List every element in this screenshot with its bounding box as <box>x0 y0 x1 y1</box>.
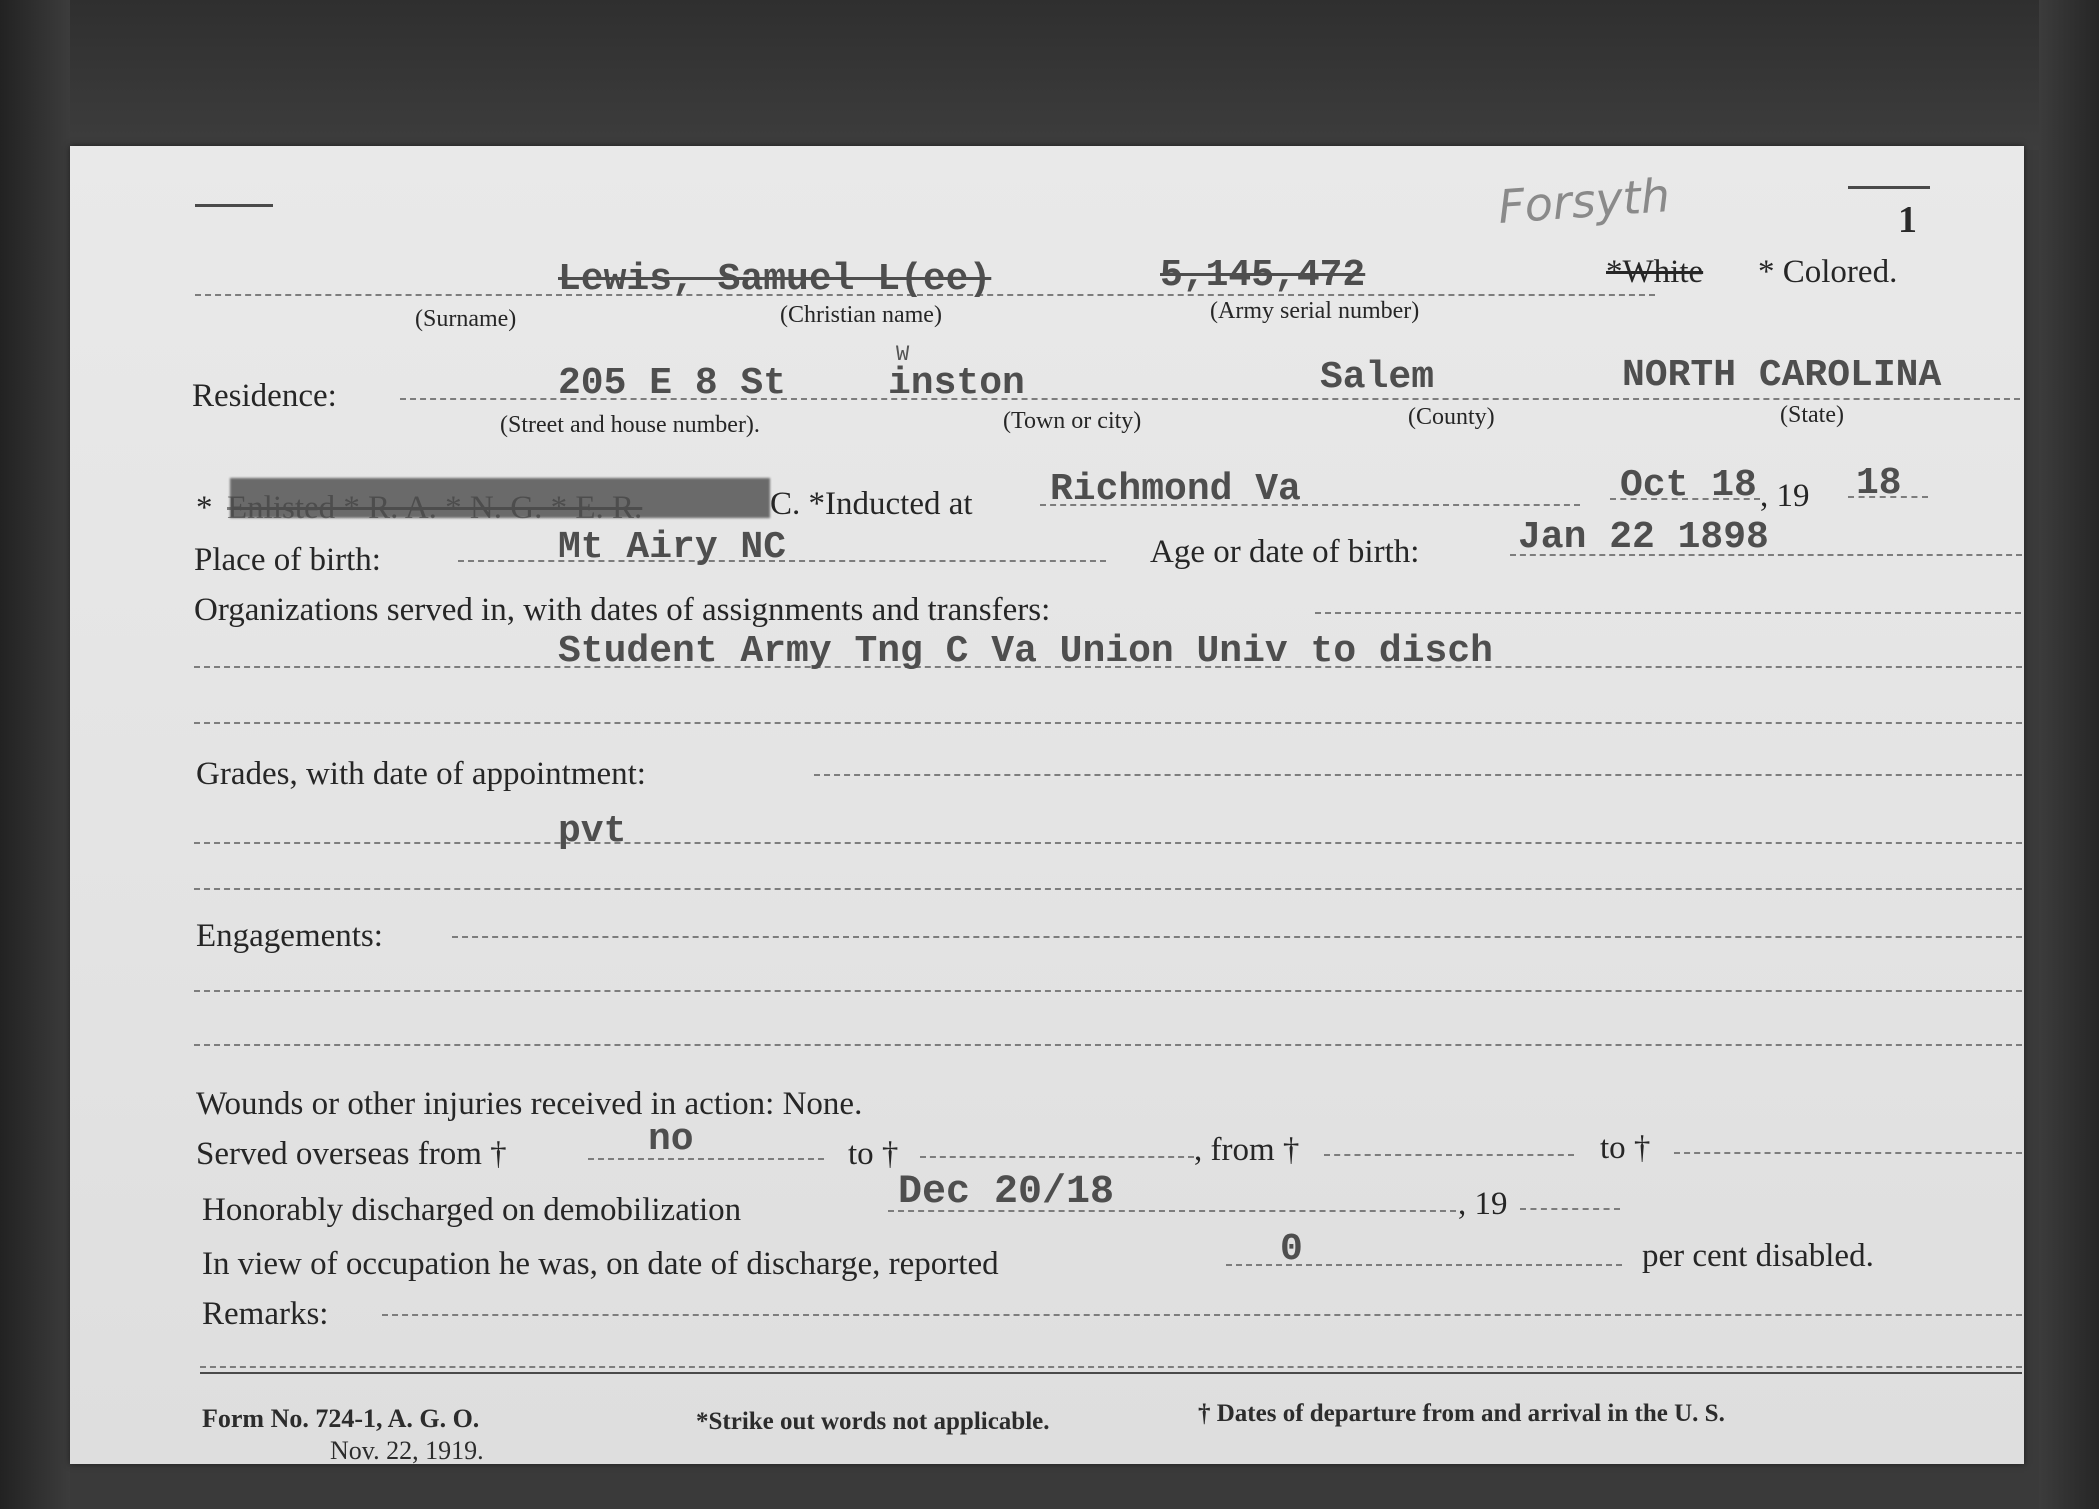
grades-line-3 <box>194 888 2022 890</box>
top-right-rule <box>1848 186 1930 189</box>
top-left-rule <box>195 204 273 207</box>
disability-suffix: per cent disabled. <box>1642 1238 1874 1274</box>
induction-place: Richmond Va <box>1050 468 1301 511</box>
residence-street: 205 E 8 St <box>558 362 787 405</box>
residence-town: inston <box>888 362 1025 405</box>
date-of-birth-value: Jan 22 1898 <box>1518 516 1769 559</box>
engagements-line-1 <box>452 936 2022 938</box>
remarks-label: Remarks: <box>202 1296 329 1332</box>
overseas-to-label-1: to † <box>848 1136 899 1172</box>
discharge-label: Honorably discharged on demobilization <box>202 1192 742 1228</box>
grades-value: pvt <box>558 810 627 853</box>
induction-year-prefix: , 19 <box>1760 478 1810 514</box>
overseas-to-label-2: to † <box>1600 1130 1651 1166</box>
strike-note: *Strike out words not applicable. <box>696 1408 1050 1435</box>
overseas-to-line-2 <box>1674 1152 2022 1154</box>
overseas-from-label-2: , from † <box>1194 1132 1300 1168</box>
remarks-line-1 <box>382 1314 2022 1316</box>
state-label: (State) <box>1780 402 1844 428</box>
place-of-birth-value: Mt Airy NC <box>558 526 787 569</box>
scan-background-left <box>0 0 70 1509</box>
form-number: Form No. 724-1, A. G. O. <box>202 1404 480 1433</box>
scan-background-right <box>2039 0 2099 1509</box>
organizations-line-1 <box>1315 612 2021 614</box>
card-number: 1 <box>1898 199 1917 241</box>
overseas-to-line-1 <box>920 1156 1194 1158</box>
residence-label: Residence: <box>192 378 337 414</box>
inducted-at-label: C. *Inducted at <box>770 486 973 522</box>
grades-label: Grades, with date of appointment: <box>196 756 646 792</box>
street-label: (Street and house number). <box>500 412 760 438</box>
discharge-value: Dec 20/18 <box>898 1170 1115 1215</box>
residence-state: NORTH CAROLINA <box>1622 354 1942 397</box>
engagements-line-2 <box>194 990 2022 992</box>
overseas-from-value: no <box>648 1118 694 1161</box>
scan-background-top <box>0 0 2099 150</box>
footer-rule <box>200 1372 2022 1374</box>
overseas-from-line-2 <box>1324 1154 1574 1156</box>
discharge-year-line <box>1520 1208 1620 1210</box>
county-label: (County) <box>1408 404 1495 430</box>
disability-label: In view of occupation he was, on date of discharge, reported <box>202 1246 999 1282</box>
form-date: Nov. 22, 1919. <box>330 1436 484 1465</box>
name-value: Lewis, Samuel L(ee) <box>558 258 992 301</box>
discharge-year-prefix: , 19 <box>1458 1186 1508 1222</box>
serial-value: 5,145,472 <box>1160 254 1366 297</box>
overseas-from-label: Served overseas from † <box>196 1136 507 1172</box>
town-label: (Town or city) <box>1003 408 1142 434</box>
place-of-birth-label: Place of birth: <box>194 542 381 578</box>
name-typed <box>558 258 991 301</box>
date-of-birth-label: Age or date of birth: <box>1150 534 1420 570</box>
enlistment-type-struck: Enlisted * R. A. * N. G. * E. R. <box>227 490 643 526</box>
induction-date-line <box>1610 498 1760 500</box>
grades-line-2 <box>194 842 2022 844</box>
induction-date: Oct 18 <box>1620 464 1757 507</box>
serial-label: (Army serial number) <box>1210 298 1420 324</box>
disability-value: 0 <box>1280 1228 1303 1271</box>
service-record-card <box>70 146 2024 1464</box>
residence-w-mark: W <box>896 342 910 367</box>
induction-prefix: * <box>196 490 213 526</box>
surname-label: (Surname) <box>415 306 517 332</box>
organizations-label: Organizations served in, with dates of assignments and transfers: <box>194 592 1051 628</box>
engagements-line-3 <box>194 1044 2022 1046</box>
overseas-from-line <box>588 1158 824 1160</box>
remarks-line-2 <box>200 1366 2022 1368</box>
organizations-value: Student Army Tng C Va Union Univ to disch <box>558 630 1493 673</box>
race-colored: * Colored. <box>1758 254 1898 290</box>
wounds-label: Wounds or other injuries received in action: None. <box>196 1086 863 1122</box>
serial-number <box>1160 254 1365 297</box>
race-white: *White <box>1606 254 1704 290</box>
christian-name-label: (Christian name) <box>780 302 942 328</box>
residence-county: Salem <box>1320 356 1435 399</box>
grades-line-1 <box>814 774 2022 776</box>
engagements-label: Engagements: <box>196 918 383 954</box>
organizations-line-3 <box>194 722 2022 724</box>
county-handwritten-note: Forsyth <box>1496 168 1672 234</box>
dates-note: † Dates of departure from and arrival in the U. S. <box>1198 1400 1725 1427</box>
induction-year: 18 <box>1856 462 1902 505</box>
